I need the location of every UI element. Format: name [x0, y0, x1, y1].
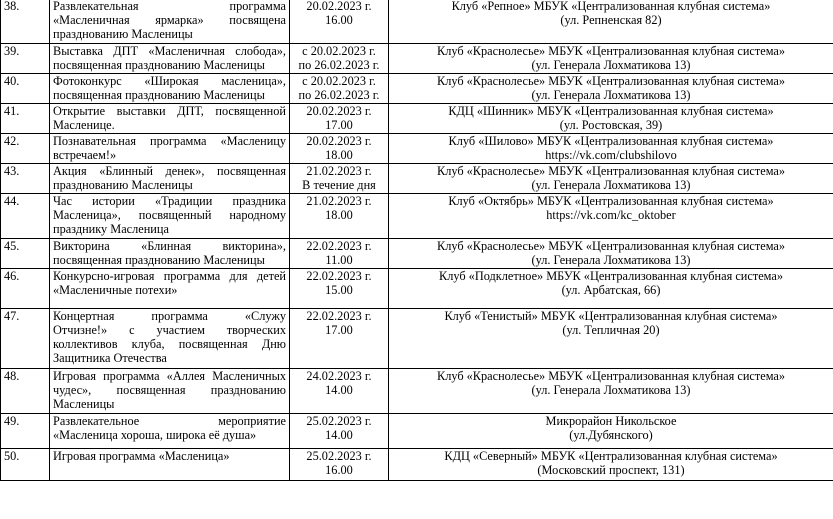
table-row — [1, 74, 833, 104]
event-title-line: чудес», посвященная празднованию — [53, 383, 286, 397]
event-venue-line: (ул. Ростовская, 39) — [559, 118, 663, 132]
event-title — [50, 414, 290, 449]
event-date — [290, 164, 389, 194]
event-venue-line: (ул. Репненская 82) — [560, 13, 662, 27]
event-venue-line: (ул. Тепличная 20) — [562, 323, 660, 337]
event-title — [50, 194, 290, 239]
events-table-body — [1, 0, 833, 481]
event-venue-line: (ул. Генерала Лохматикова 13) — [531, 88, 691, 102]
event-title-line: Выставка ДПТ «Масленичная слобода», — [53, 44, 286, 58]
event-date-line: 21.02.2023 г. — [306, 194, 372, 208]
row-number: 48. — [1, 369, 50, 414]
event-date-line: 22.02.2023 г. — [306, 309, 372, 323]
event-date-line: 14.00 — [325, 428, 353, 442]
event-title-line: встречаем!» — [53, 148, 117, 162]
event-title — [50, 309, 290, 369]
event-date-line: по 26.02.2023 г. — [298, 88, 380, 102]
table-row — [1, 449, 833, 481]
event-date-line: 16.00 — [325, 463, 353, 477]
event-title — [50, 269, 290, 309]
event-date — [290, 44, 389, 74]
event-venue — [389, 239, 833, 269]
table-row — [1, 414, 833, 449]
table-row — [1, 164, 833, 194]
event-venue-line: КДЦ «Шинник» МБУК «Централизованная клубная система» — [448, 104, 774, 118]
event-title-line: Игровая программа «Масленица» — [53, 449, 230, 463]
event-date — [290, 309, 389, 369]
event-venue-line: Клуб «Тенистый» МБУК «Централизованная клубная система» — [444, 309, 778, 323]
event-venue-line: Клуб «Шилово» МБУК «Централизованная клубная система» — [448, 134, 774, 148]
event-title-line: Акция «Блинный денек», посвященная — [53, 164, 286, 178]
event-title-line: Час истории «Традиции праздника — [53, 194, 286, 208]
row-number: 46. — [1, 269, 50, 309]
event-title-line: Концертная программа «Служу — [53, 309, 286, 323]
row-number: 45. — [1, 239, 50, 269]
event-date-line: В течение дня — [302, 178, 376, 192]
table-row — [1, 309, 833, 369]
event-venue — [389, 369, 833, 414]
event-venue-line: Клуб «Краснолесье» МБУК «Централизованная клубная система» — [437, 164, 785, 178]
event-date — [290, 74, 389, 104]
event-date-line: 11.00 — [325, 253, 353, 267]
event-venue-line: (ул. Генерала Лохматикова 13) — [531, 383, 691, 397]
event-title — [50, 104, 290, 134]
event-title-line: Масленице. — [53, 118, 115, 132]
table-row — [1, 0, 833, 44]
event-title — [50, 369, 290, 414]
event-title-line: коллективов клуба, посвященная Дню — [53, 337, 286, 351]
row-number: 50. — [1, 449, 50, 481]
event-title — [50, 44, 290, 74]
row-number: 38. — [1, 0, 50, 44]
event-title-line: «Масленичная ярмарка» посвящена — [53, 13, 286, 27]
event-title-line: «Масленичные потехи» — [53, 283, 178, 297]
event-title — [50, 449, 290, 481]
row-number: 42. — [1, 134, 50, 164]
row-number: 49. — [1, 414, 50, 449]
event-title-line: Познавательная программа «Масленицу — [53, 134, 286, 148]
event-date-line: 17.00 — [325, 323, 353, 337]
event-venue-line: Микрорайон Никольское — [545, 414, 677, 428]
event-date-line: 21.02.2023 г. — [306, 164, 372, 178]
event-venue-line: (ул. Генерала Лохматикова 13) — [531, 58, 691, 72]
event-venue-line: Клуб «Краснолесье» МБУК «Централизованная клубная система» — [437, 239, 785, 253]
event-title-line: Защитника Отечества — [53, 351, 167, 365]
event-venue-line: (Московский проспект, 131) — [537, 463, 685, 477]
row-number: 44. — [1, 194, 50, 239]
event-date — [290, 134, 389, 164]
event-title-line: Масленица», посвященный народному — [53, 208, 286, 222]
event-title — [50, 239, 290, 269]
event-venue — [389, 449, 833, 481]
event-date — [290, 0, 389, 44]
event-venue — [389, 74, 833, 104]
event-title — [50, 134, 290, 164]
row-number: 43. — [1, 164, 50, 194]
event-title-line: Развлекательная программа — [53, 0, 286, 13]
event-date — [290, 239, 389, 269]
event-date — [290, 194, 389, 239]
table-row — [1, 104, 833, 134]
event-venue — [389, 134, 833, 164]
event-date-line: по 26.02.2023 г. — [298, 58, 380, 72]
event-venue — [389, 309, 833, 369]
table-row — [1, 369, 833, 414]
event-venue-line: (ул. Арбатская, 66) — [561, 283, 661, 297]
event-date — [290, 269, 389, 309]
event-title-line: посвященная празднованию Масленицы — [53, 58, 265, 72]
table-row — [1, 269, 833, 309]
event-date-line: 20.02.2023 г. — [306, 134, 372, 148]
event-venue — [389, 194, 833, 239]
event-date — [290, 449, 389, 481]
event-venue — [389, 269, 833, 309]
event-date — [290, 414, 389, 449]
event-title-line: празднику Масленица — [53, 222, 169, 236]
event-title — [50, 74, 290, 104]
table-row — [1, 134, 833, 164]
event-venue-line: КДЦ «Северный» МБУК «Централизованная клубная система» — [444, 449, 778, 463]
table-row — [1, 194, 833, 239]
event-venue-line: Клуб «Подклетное» МБУК «Централизованная клубная система» — [439, 269, 783, 283]
event-venue-line: Клуб «Октябрь» МБУК «Централизованная клубная система» — [448, 194, 774, 208]
row-number: 39. — [1, 44, 50, 74]
event-date-line: 16.00 — [325, 13, 353, 27]
event-title — [50, 0, 290, 44]
event-date-line: 25.02.2023 г. — [306, 414, 372, 428]
event-venue-line: https://vk.com/kc_oktober — [546, 208, 676, 222]
event-venue — [389, 164, 833, 194]
event-date-line: 18.00 — [325, 208, 353, 222]
event-venue-line: https://vk.com/clubshilovo — [545, 148, 677, 162]
event-venue-line: (ул. Генерала Лохматикова 13) — [531, 253, 691, 267]
row-number: 40. — [1, 74, 50, 104]
event-title-line: Масленицы — [53, 397, 115, 411]
event-title-line: Игровая программа «Аллея Масленичных — [53, 369, 286, 383]
event-venue-line: Клуб «Краснолесье» МБУК «Централизованная клубная система» — [437, 369, 785, 383]
row-number: 47. — [1, 309, 50, 369]
event-venue — [389, 104, 833, 134]
event-venue-line: Клуб «Краснолесье» МБУК «Централизованная клубная система» — [437, 44, 785, 58]
event-date-line: с 20.02.2023 г. — [302, 74, 376, 88]
event-title-line: Открытие выставки ДПТ, посвященной — [53, 104, 286, 118]
event-date-line: 20.02.2023 г. — [306, 0, 372, 13]
table-row — [1, 239, 833, 269]
event-date-line: 15.00 — [325, 283, 353, 297]
event-title-line: Викторина «Блинная викторина», — [53, 239, 286, 253]
event-date-line: 25.02.2023 г. — [306, 449, 372, 463]
event-venue-line: (ул.Дубянского) — [569, 428, 653, 442]
event-date — [290, 369, 389, 414]
event-title-line: Конкурсно-игровая программа для детей — [53, 269, 286, 283]
event-venue-line: Клуб «Репное» МБУК «Централизованная клубная система» — [451, 0, 771, 13]
event-venue — [389, 44, 833, 74]
event-date-line: 24.02.2023 г. — [306, 369, 372, 383]
event-date-line: 22.02.2023 г. — [306, 239, 372, 253]
event-title-line: Фотоконкурс «Широкая масленица», — [53, 74, 286, 88]
table-row — [1, 44, 833, 74]
event-venue — [389, 414, 833, 449]
event-date-line: 17.00 — [325, 118, 353, 132]
event-date — [290, 104, 389, 134]
event-title-line: празднованию Масленицы — [53, 178, 193, 192]
event-title-line: посвященная празднованию Масленицы — [53, 253, 265, 267]
event-venue — [389, 0, 833, 44]
event-date-line: 14.00 — [325, 383, 353, 397]
event-date-line: 18.00 — [325, 148, 353, 162]
event-venue-line: (ул. Генерала Лохматикова 13) — [531, 178, 691, 192]
event-title-line: посвященная празднованию Масленицы — [53, 88, 265, 102]
event-venue-line: Клуб «Краснолесье» МБУК «Централизованная клубная система» — [437, 74, 785, 88]
event-title-line: «Масленица хороша, широка её душа» — [53, 428, 257, 442]
event-date-line: 22.02.2023 г. — [306, 269, 372, 283]
event-date-line: с 20.02.2023 г. — [302, 44, 376, 58]
event-title-line: Отчизне!» с участием творческих — [53, 323, 286, 337]
row-number: 41. — [1, 104, 50, 134]
event-title — [50, 164, 290, 194]
event-date-line: 20.02.2023 г. — [306, 104, 372, 118]
event-title-line: празднованию Масленицы — [53, 27, 193, 41]
event-title-line: Развлекательное мероприятие — [53, 414, 286, 428]
